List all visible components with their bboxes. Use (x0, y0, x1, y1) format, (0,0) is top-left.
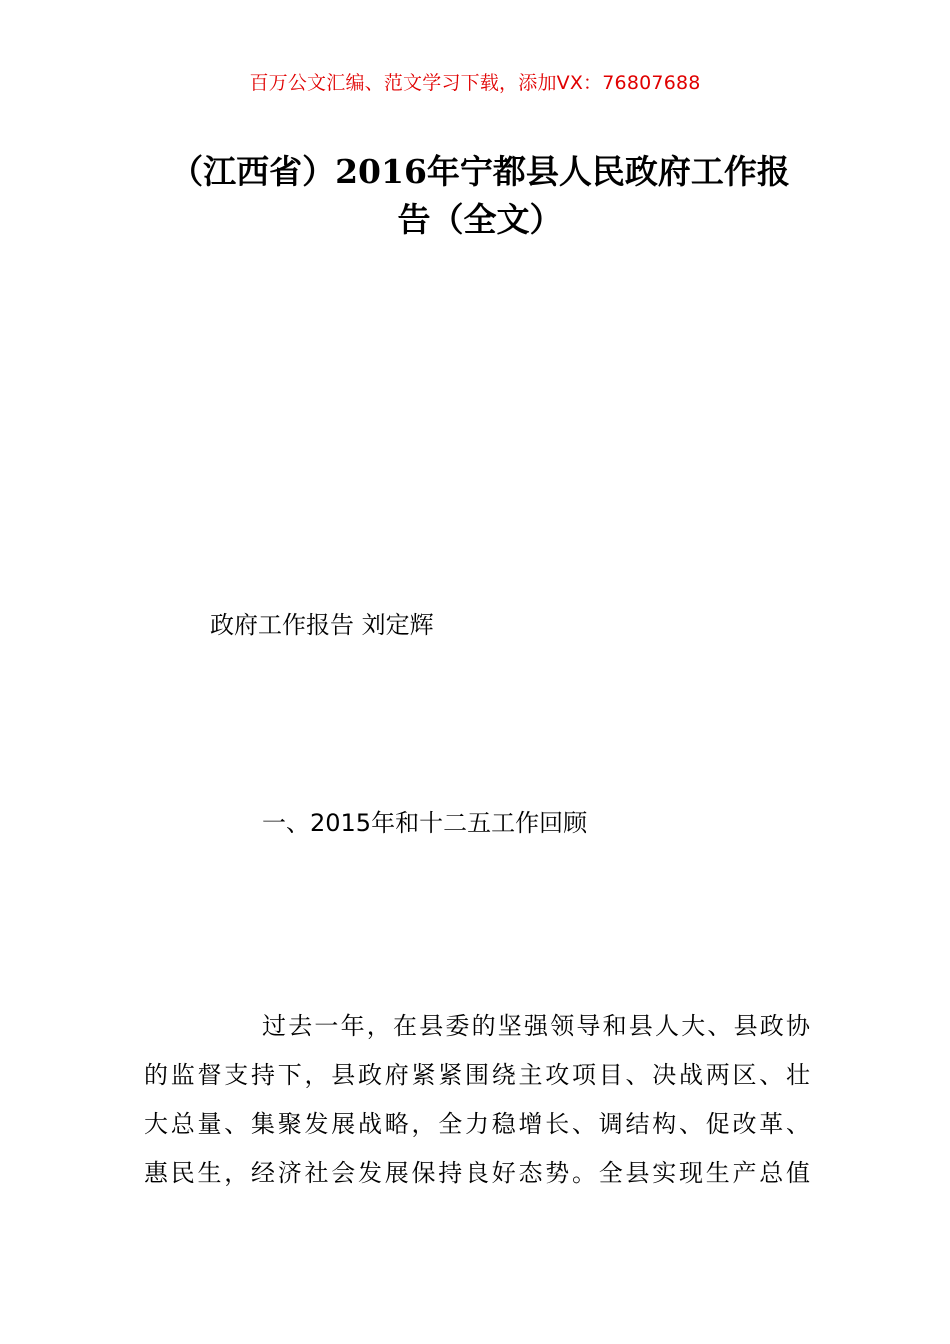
title-line-1: （江西省）2016年宁都县人民政府工作报 (170, 152, 790, 191)
paragraph-line: 大总量、集聚发展战略，全力稳增长、调结构、促改革、 (144, 1110, 810, 1138)
paragraph-line: 过去一年，在县委的坚强领导和县人大、县政协 (262, 1012, 810, 1040)
header-watermark-note: 百万公文汇编、范文学习下载，添加VX：76807688 (249, 72, 701, 94)
paragraph-line: 的监督支持下，县政府紧紧围绕主攻项目、决战两区、壮 (144, 1061, 810, 1089)
body-paragraph (144, 1002, 810, 1198)
author-line: 政府工作报告 刘定辉 (210, 611, 434, 639)
title-line-2: 告（全文） (397, 200, 563, 239)
paragraph-line: 惠民生，经济社会发展保持良好态势。全县实现生产总值 (144, 1159, 810, 1187)
section-heading: 一、2015年和十二五工作回顾 (262, 809, 588, 837)
document-title (150, 148, 810, 244)
